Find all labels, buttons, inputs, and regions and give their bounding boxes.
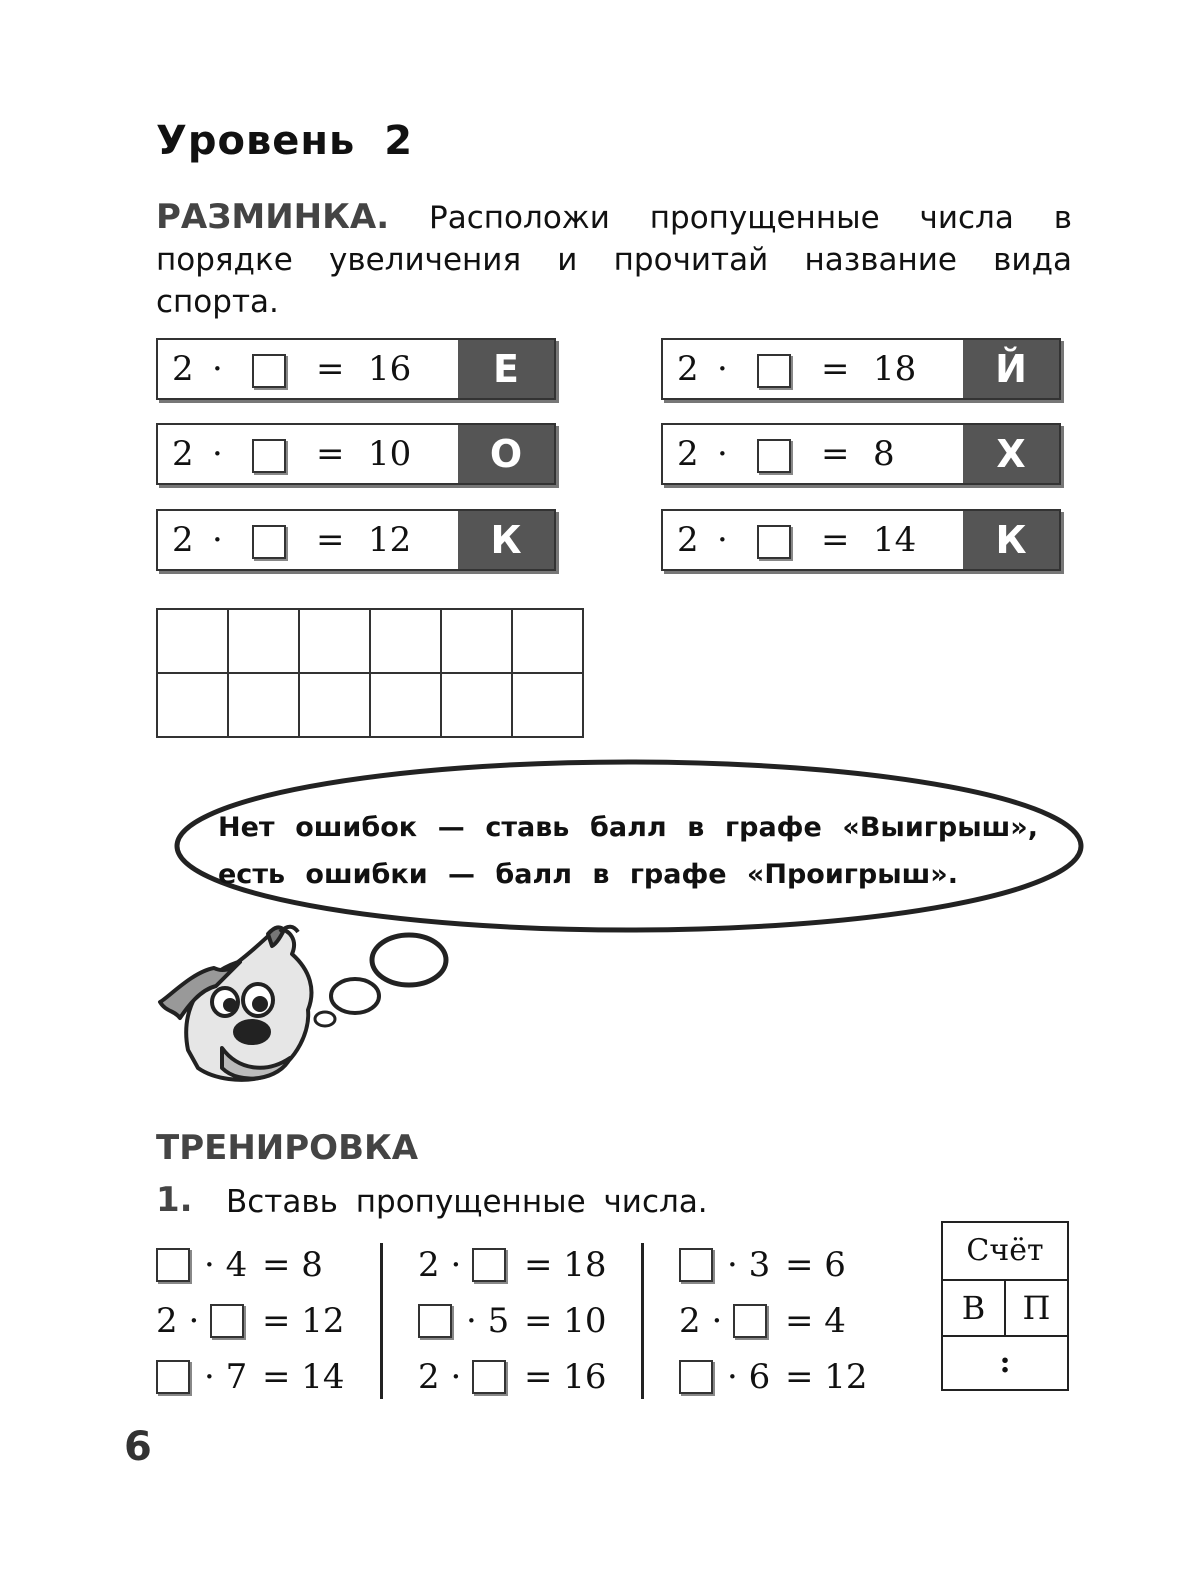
score-title: Счёт — [943, 1223, 1067, 1281]
warmup-card: 2 · = 18 Й — [661, 338, 1061, 400]
card-letter: К — [458, 511, 554, 569]
thought-bubble-illustration — [140, 740, 1100, 1100]
answer-box[interactable] — [418, 1304, 452, 1338]
answer-box[interactable] — [252, 525, 286, 559]
grid-cell[interactable] — [299, 673, 370, 737]
warmup-instructions — [156, 196, 1072, 323]
grid-cell[interactable] — [370, 609, 441, 673]
training-label: ТРЕНИРОВКА — [156, 1128, 419, 1168]
answer-box[interactable] — [679, 1248, 713, 1282]
warmup-card: 2 · = 16 Е — [156, 338, 556, 400]
answer-box[interactable] — [757, 439, 791, 473]
card-letter: О — [458, 425, 554, 483]
page-title: Уровень 2 — [156, 118, 414, 164]
score-table — [941, 1221, 1069, 1391]
grid-cell[interactable] — [299, 609, 370, 673]
warmup-label: РАЗМИНКА. — [156, 197, 390, 237]
answer-box[interactable] — [210, 1304, 244, 1338]
grid-cell[interactable] — [370, 673, 441, 737]
column-divider — [641, 1243, 644, 1399]
answer-box[interactable] — [757, 354, 791, 388]
answer-box[interactable] — [472, 1360, 506, 1394]
card-letter: Х — [963, 425, 1059, 483]
grid-cell[interactable] — [228, 609, 299, 673]
page-number: 6 — [124, 1424, 152, 1470]
bubble-text-2: есть ошибки — балл в графе «Проигрыш». — [218, 859, 958, 890]
grid-cell[interactable] — [441, 673, 512, 737]
answer-box[interactable] — [757, 525, 791, 559]
warmup-card: 2 · = 14 К — [661, 509, 1061, 571]
column-divider — [380, 1243, 383, 1399]
grid-cell[interactable] — [228, 673, 299, 737]
answer-box[interactable] — [679, 1360, 713, 1394]
answer-box[interactable] — [252, 354, 286, 388]
answer-box[interactable] — [733, 1304, 767, 1338]
card-letter: Е — [458, 340, 554, 398]
dog-illustration — [160, 927, 311, 1080]
card-letter: Й — [963, 340, 1059, 398]
bubble-text-1: Нет ошибок — ставь балл в графе «Выигрыш», — [218, 812, 1038, 843]
warmup-card: 2 · = 10 О — [156, 423, 556, 485]
warmup-card: 2 · = 12 К — [156, 509, 556, 571]
answer-grid — [156, 608, 584, 738]
card-letter: К — [963, 511, 1059, 569]
score-input[interactable]: : — [999, 1345, 1011, 1380]
answer-box[interactable] — [156, 1248, 190, 1282]
grid-cell[interactable] — [441, 609, 512, 673]
grid-cell[interactable] — [157, 609, 228, 673]
warmup-text: Расположи пропущенные числа в порядке увеличения и прочитай название вида спорта. — [156, 200, 1072, 320]
grid-cell[interactable] — [157, 673, 228, 737]
warmup-card: 2 · = 8 Х — [661, 423, 1061, 485]
task-number: 1. — [156, 1180, 193, 1220]
answer-box[interactable] — [252, 439, 286, 473]
answer-box[interactable] — [472, 1248, 506, 1282]
score-win-header: В — [943, 1281, 1006, 1337]
task-text: Вставь пропущенные числа. — [226, 1184, 708, 1220]
answer-box[interactable] — [156, 1360, 190, 1394]
grid-cell[interactable] — [512, 673, 583, 737]
grid-cell[interactable] — [512, 609, 583, 673]
score-lose-header: П — [1006, 1281, 1067, 1337]
